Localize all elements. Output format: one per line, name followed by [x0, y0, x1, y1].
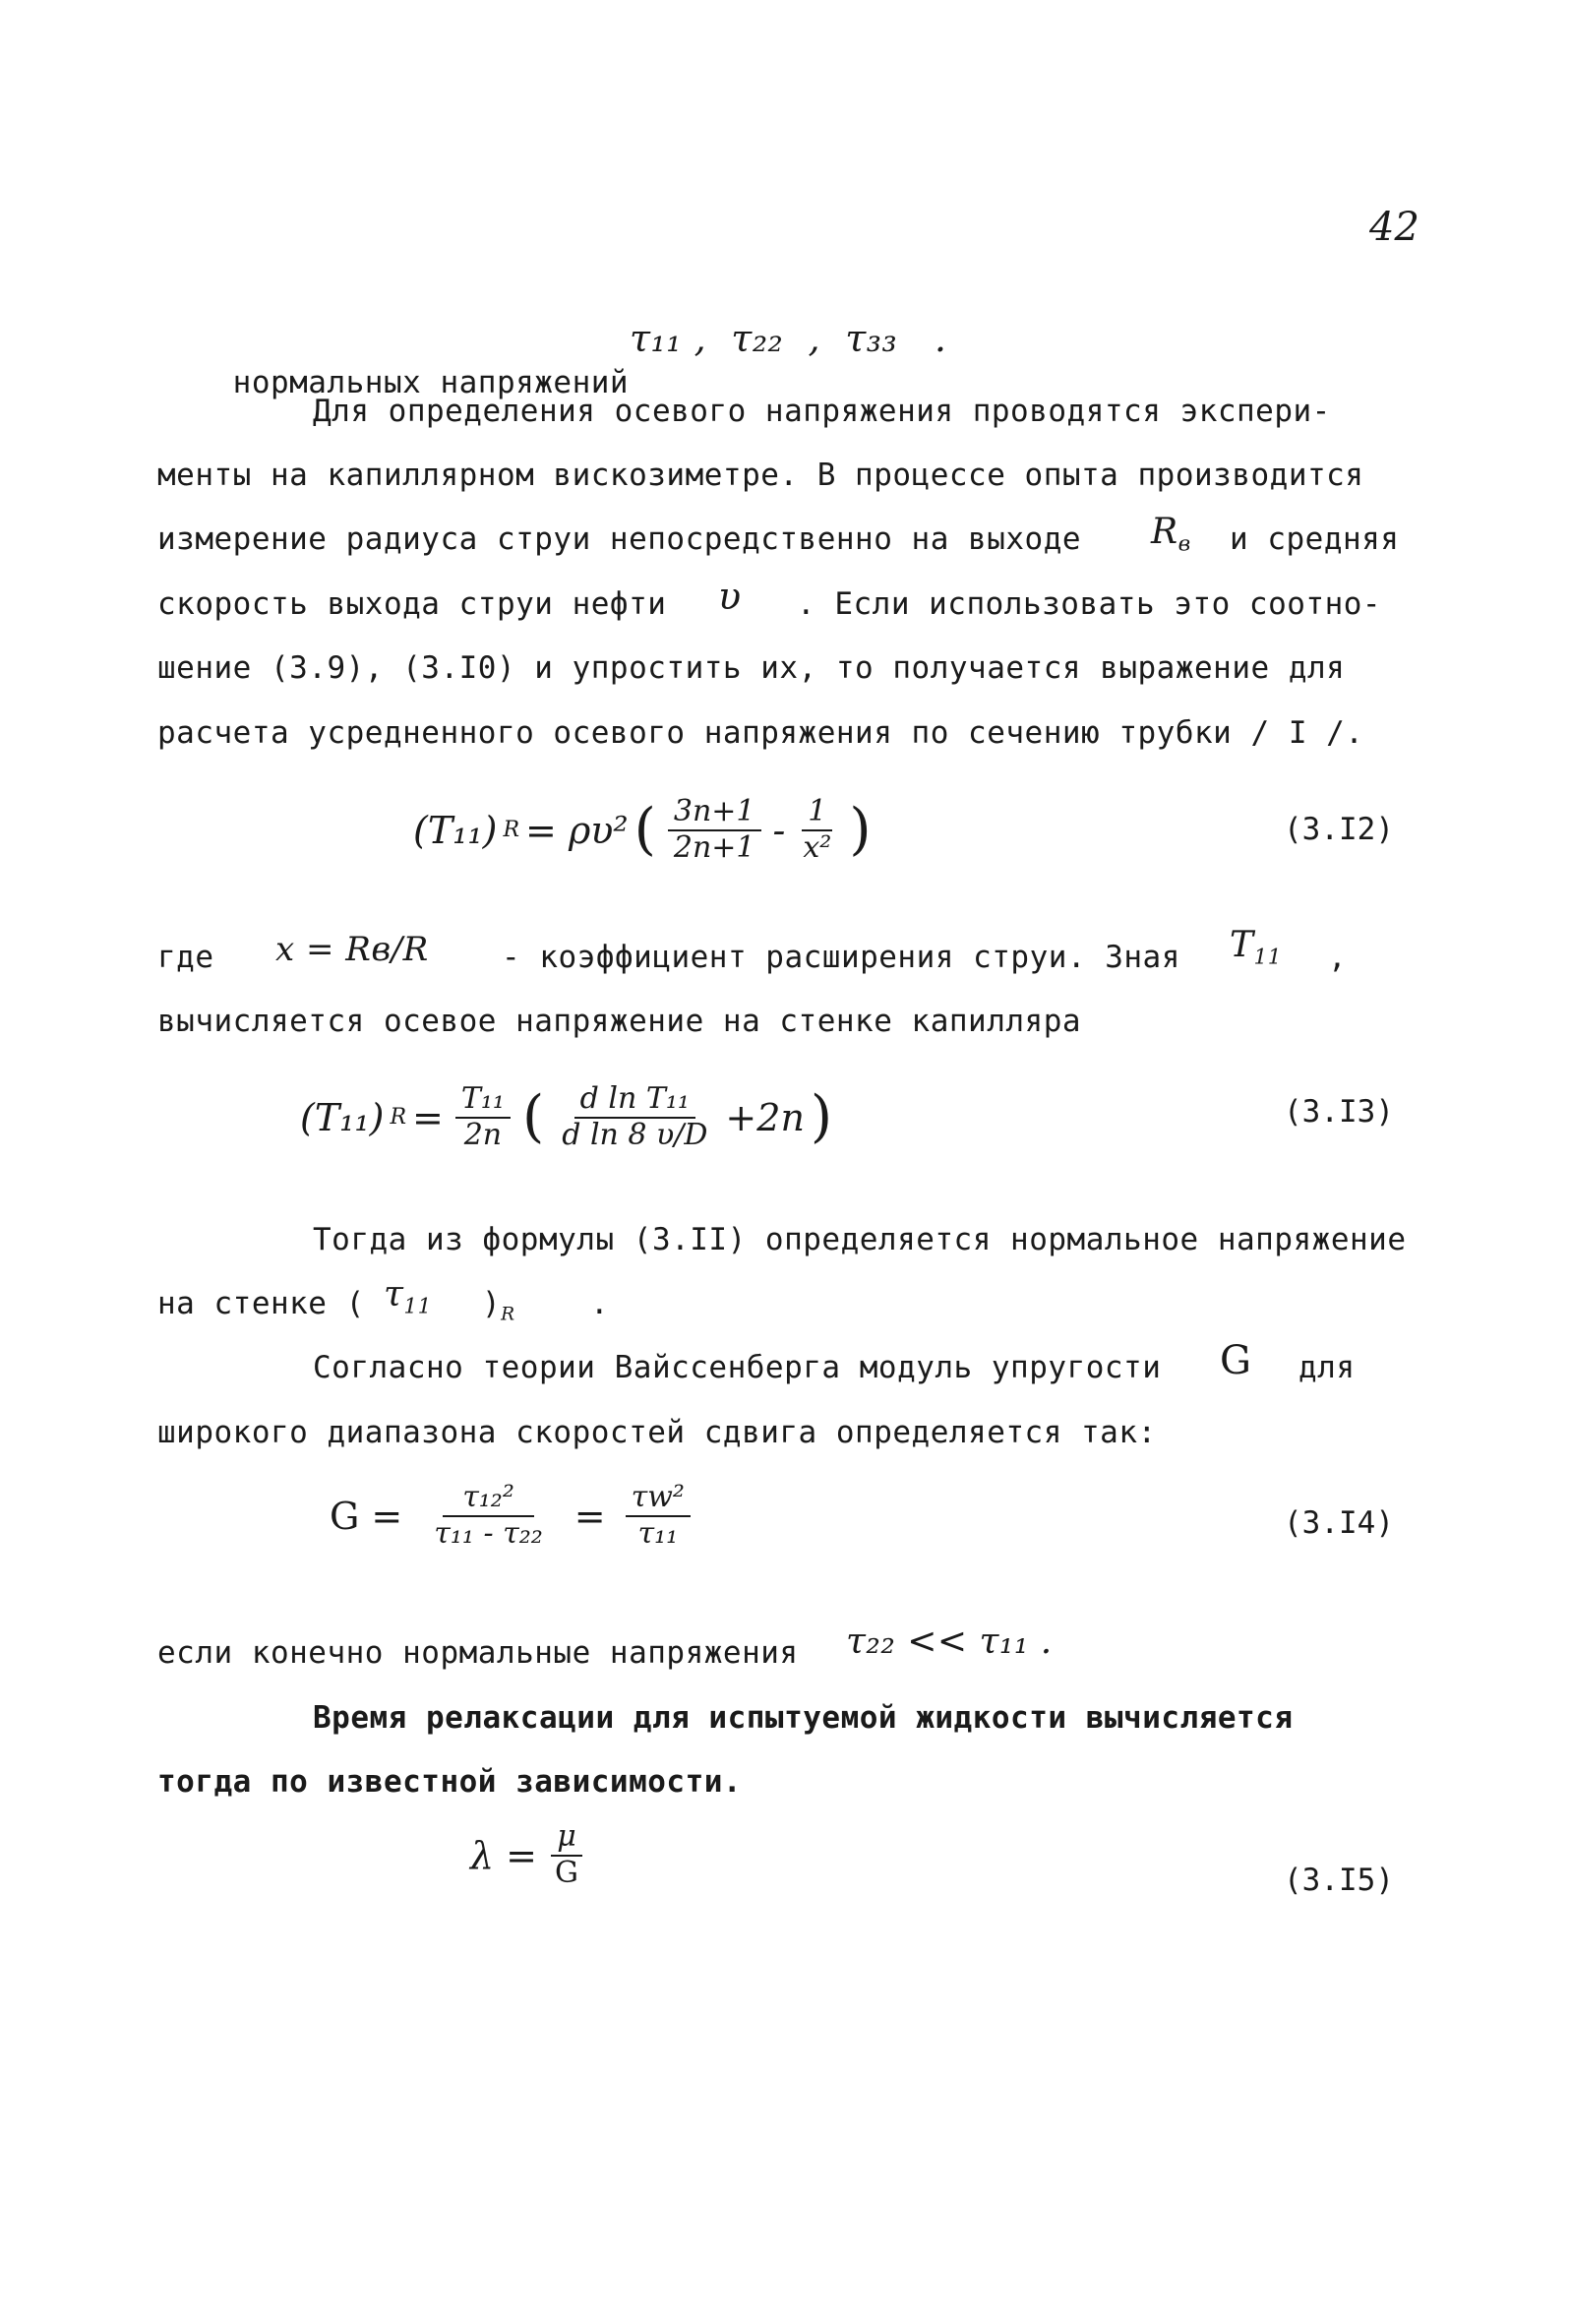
text-line: . Если использовать это соотно-	[797, 586, 1382, 622]
fraction: $\frac{3n+1}{2n+1}$	[668, 795, 761, 865]
equation-number: (3.I4)	[1284, 1505, 1394, 1541]
equation-3-12: (T₁₁) R = ρυ² ( $\frac{3n+1}{2n+1}$ - $\frac{1}{\text{x²}}$ )	[413, 794, 872, 865]
fraction: $\frac{\text{d ln T₁₁}}{\text{d ln 8 υ/D}}$	[562, 1081, 708, 1152]
equation-3-13: (T₁₁) R = $\frac{\text{T₁₁}}{2n}$ ( $\frac{\text{d ln T₁₁}}{\text{d ln 8 υ/D}}$ +2n )	[300, 1081, 833, 1152]
text-line: шение (3.9), (3.I0) и упростить их, то получается выражение для	[157, 650, 1346, 686]
page-number: 42	[1369, 205, 1419, 250]
fraction: $\frac{1}{\text{x²}}$	[803, 794, 832, 865]
equation-3-15: λ = $\frac{\mu}{G}$	[470, 1820, 590, 1890]
inequality: τ₂₂ << τ₁₁ .	[846, 1621, 1053, 1662]
fraction: $\frac{\mu}{G}$	[549, 1820, 584, 1890]
symbol-t11: $T_{11}$	[1230, 925, 1282, 970]
symbol-velocity: υ	[718, 575, 742, 618]
fraction: $\frac{\text{T₁₁}}{2n}$	[455, 1082, 511, 1152]
text-line: скорость выхода струи нефти	[157, 586, 667, 622]
text-line: вычисляется осевое напряжение на стенке капилляра	[157, 1004, 1082, 1039]
symbol-g: G	[1220, 1338, 1252, 1383]
equation-number: (3.I2)	[1284, 812, 1394, 847]
text-line: тогда по известной зависимости.	[157, 1764, 743, 1800]
text-line: широкого диапазона скоростей сдвига определяется так:	[157, 1415, 1157, 1450]
text-line: расчета усредненного осевого напряжения по сечению трубки / I /.	[157, 715, 1364, 751]
equation-3-14: G = $\frac{\text{τ₁₂²}}{\text{τ₁₁ - τ₂₂}}$ = $\frac{\text{τw²}}{\text{τ₁₁}}$	[330, 1481, 704, 1551]
text-span: нормальных напряжений	[232, 365, 630, 400]
text-line: - коэффициент расширения струи. Зная	[502, 940, 1180, 975]
symbol-tau11: $\tau_{11}$	[384, 1274, 432, 1319]
text-line: и средняя	[1230, 521, 1400, 557]
equation-number: (3.I3)	[1284, 1094, 1394, 1130]
text-line: на стенке (	[157, 1286, 365, 1321]
text-line: Тогда из формулы (3.II) определяется нормальное напряжение	[313, 1222, 1407, 1257]
fraction: $\frac{\text{τw²}}{\text{τ₁₁}}$	[626, 1481, 691, 1551]
text-line: для	[1298, 1350, 1356, 1385]
text-line: .	[590, 1286, 610, 1321]
symbol-rb: $R_в$	[1151, 512, 1191, 557]
expansion-coefficient: x = Rв/R	[275, 930, 429, 969]
text-line: если конечно нормальные напряжения	[157, 1635, 799, 1671]
text-line: )$_R$	[482, 1286, 515, 1325]
text-line: измерение радиуса струи непосредственно на выходе	[157, 521, 1082, 557]
fraction: $\frac{\text{τ₁₂²}}{\text{τ₁₁ - τ₂₂}}$	[434, 1480, 543, 1551]
text-line: где	[157, 940, 214, 975]
stress-symbols: τ₁₁ , τ₂₂ , τ₃₃ .	[630, 317, 947, 360]
text-line: Время релаксации для испытуемой жидкости вычисляется	[313, 1700, 1294, 1736]
text-line: Согласно теории Вайссенберга модуль упругости	[313, 1350, 1162, 1385]
text-line: ,	[1328, 940, 1348, 975]
equation-number: (3.I5)	[1284, 1863, 1394, 1898]
text-line: Для определения осевого напряжения проводятся экспери-	[313, 394, 1331, 429]
text-line: менты на капиллярном вискозиметре. В процессе опыта производится	[157, 458, 1364, 493]
